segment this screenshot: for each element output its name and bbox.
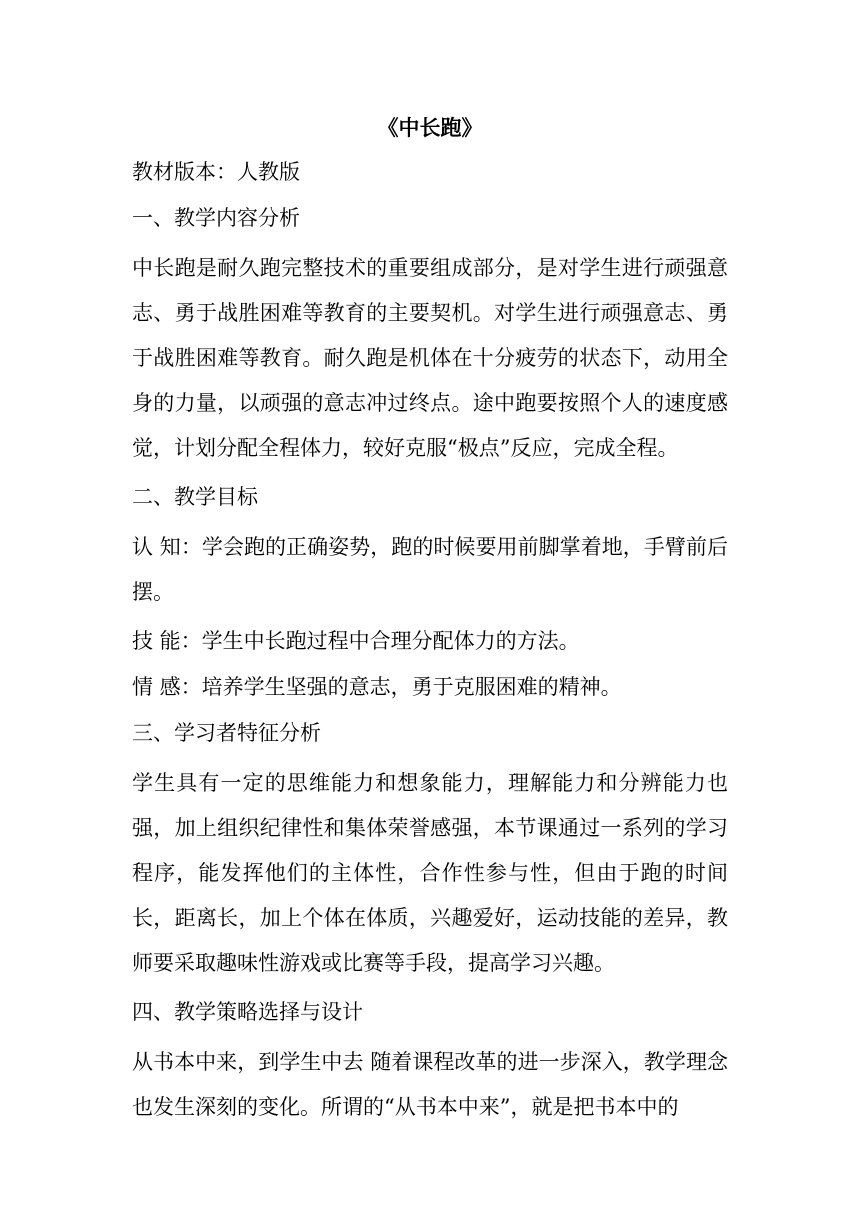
section-heading-learner-analysis: 三、学习者特征分析	[132, 721, 321, 745]
edition-line: 教材版本：人教版	[132, 160, 300, 184]
goal-skill: 技 能：学生中长跑过程中合理分配体力的方法。	[132, 629, 580, 653]
document-title: 《中长跑》	[377, 115, 483, 140]
section-heading-content-analysis: 一、教学内容分析	[132, 206, 300, 230]
goal-emotion: 情 感：培养学生坚强的意志，勇于克服困难的精神。	[132, 675, 622, 699]
content-analysis-paragraph: 中长跑是耐久跑完整技术的重要组成部分，是对学生进行顽强意志、勇于战胜困难等教育的主要契机。对学生进行顽强意志、勇于战胜困难等教育。耐久跑是机体在十分疲劳的状态下，动用全身的力量，以顽强的意志冲过终点。途中跑要按照个人的速度感觉，计划分配全程体力，较好克服“极点”反应，完成全程。	[132, 256, 728, 460]
section-heading-teaching-goals: 二、教学目标	[132, 485, 258, 509]
section-heading-strategy-design: 四、教学策略选择与设计	[132, 1000, 363, 1024]
goal-cognition: 认 知：学会跑的正确姿势，跑的时候要用前脚掌着地，手臂前后摆。	[132, 535, 728, 604]
document-page	[132, 110, 728, 1130]
strategy-design-paragraph: 从书本中来，到学生中去 随着课程改革的进一步深入，教学理念也发生深刻的变化。所谓的“从书本中来”，就是把书本中的	[132, 1050, 728, 1119]
learner-analysis-paragraph: 学生具有一定的思维能力和想象能力，理解能力和分辨能力也强，加上组织纪律性和集体荣誉感强，本节课通过一系列的学习程序，能发挥他们的主体性，合作性参与性，但由于跑的时间长，距离长，加上个体在体质，兴趣爱好，运动技能的差异，教师要采取趣味性游戏或比赛等手段，提高学习兴趣。	[132, 771, 728, 975]
